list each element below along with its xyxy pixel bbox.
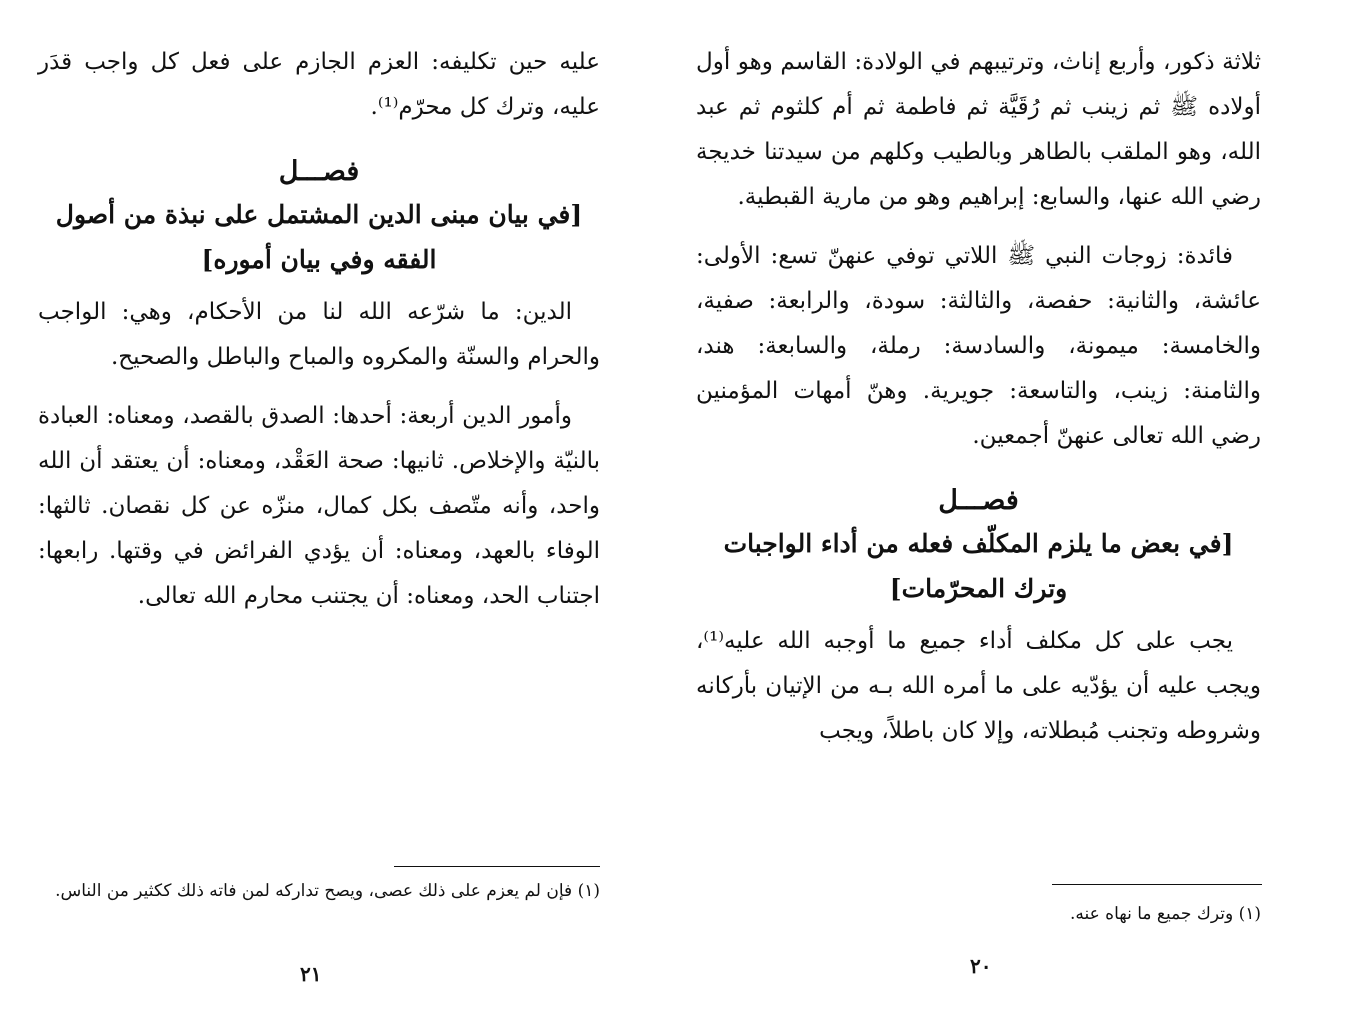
page-20: [674, 0, 1349, 1030]
section-title: [في بعض ما يلزم المكلّف فعله من أداء الواجبات وترك المحرّمات]: [723, 529, 1234, 603]
footnote-divider: [394, 866, 600, 867]
paragraph: الدين: ما شرّعه الله لنا من الأحكام، وهي: الواجب والحرام والسنّة والمكروه والمباح والباطل والصحيح.: [38, 299, 600, 370]
section-heading: فصـــل: [938, 485, 1019, 516]
paragraph: يجب على كل مكلف أداء جميع ما أوجبه الله عليه⁽¹⁾، ويجب عليه أن يؤدّيه على ما أمره الله بـه من الإتيان بأركانه وشروطه وتجنب مُبطلاته، وإلا كان باطلاً، ويجب: [696, 628, 1261, 744]
paragraph: فائدة: زوجات النبي ﷺ اللاتي توفي عنهنّ تسع: الأولى: عائشة، والثانية: حفصة، والثالثة: سودة، والرابعة: صفية، والخامسة: ميمونة، والسادسة: رملة، والسابعة: هند، والثامنة: زينب، والتاسعة: جويرية. وهنّ أمهات المؤمنين رضي الله تعالى عنهنّ أجمعين.: [696, 243, 1261, 449]
paragraph: وأمور الدين أربعة: أحدها: الصدق بالقصد، ومعناه: العبادة بالنيّة والإخلاص. ثانيها: صحة العَقْد، ومعناه: أن يعتقد أن الله واحد، وأنه متّصف بكل كمال، منزّه عن كل نقصان. ثالثها: الوفاء بالعهد، ومعناه: أن يؤدي الفرائض في وقتها. رابعها: اجتناب الحد، ومعناه: أن يجتنب محارم الله تعالى.: [38, 403, 601, 609]
footnote: (١) وترك جميع ما نهاه عنه.: [1069, 904, 1261, 924]
footnote: (١) فإن لم يعزم على ذلك عصى، ويصح تداركه لمن فاته ذلك ككثير من الناس.: [55, 881, 600, 901]
main-text: [38, 40, 600, 633]
section-title: [في بيان مبنى الدين المشتمل على نبذة من أصول الفقه وفي بيان أموره]: [55, 200, 583, 274]
page-number: ٢٠: [970, 954, 992, 978]
page-number: ٢١: [300, 962, 322, 986]
main-text: [696, 40, 1261, 768]
paragraph-continuation: عليه حين تكليفه: العزم الجازم على فعل كل واجب قدَر عليه، وترك كل محرّم⁽¹⁾.: [38, 49, 600, 120]
page-21: [0, 0, 674, 1030]
section-heading: فصـــل: [278, 156, 360, 187]
footnote-divider: [1052, 884, 1262, 885]
paragraph-continuation: ثلاثة ذكور، وأربع إناث، وترتيبهم في الولادة: القاسم وهو أول أولاده ﷺ ثم زينب ثم رُقَيَّة ثم فاطمة ثم أم كلثوم ثم عبد الله، وهو الملقب بالطاهر وبالطيب وكلهم من سيدتنا خديجة رضي الله عنها، والسابع: إبراهيم وهو من مارية القبطية.: [696, 49, 1261, 210]
